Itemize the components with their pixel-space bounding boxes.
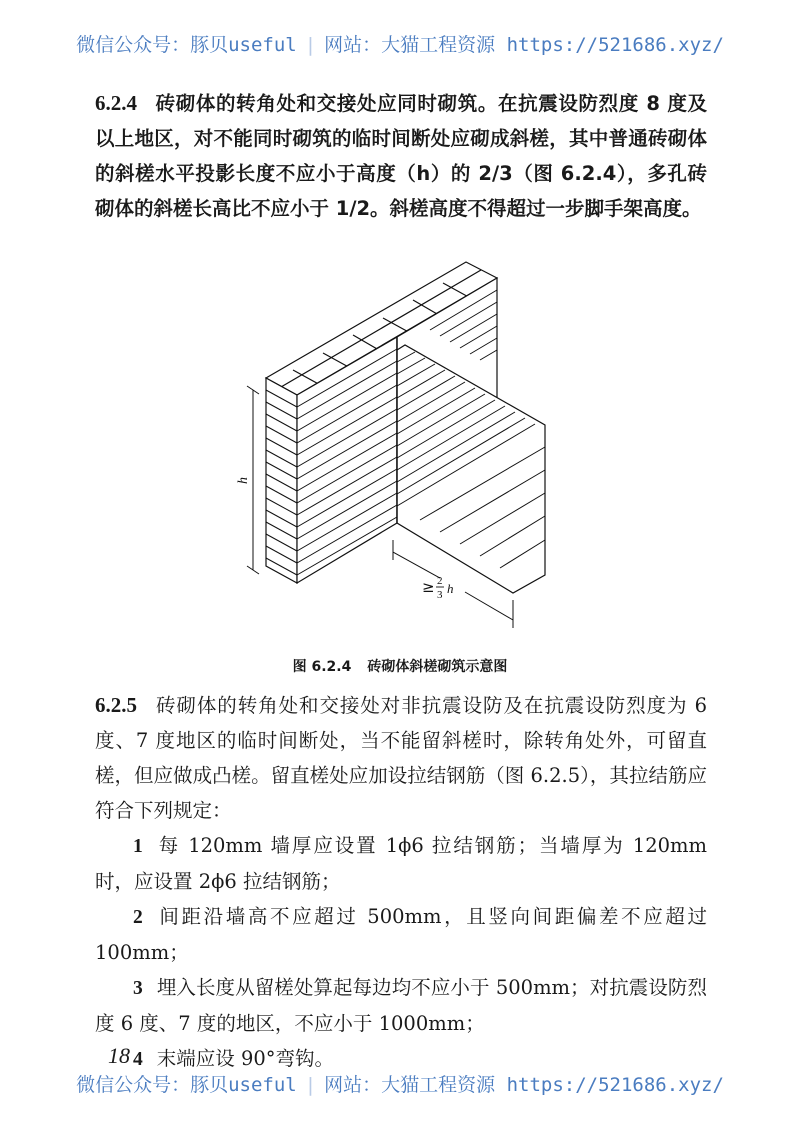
- list-item-text: 末端应设 90°弯钩。: [156, 1047, 335, 1070]
- list-item: [95, 828, 707, 899]
- section-text: 砖砌体的转角处和交接处对非抗震设防及在抗震设防烈度为 6 度、7 度地区的临时间断处，当不能留斜槎时，除转角处外，可留直槎，但应做成凸槎。留直槎处应加设拉结钢筋（图 6.2.5），其拉结筋应符合下列规定：: [95, 694, 707, 822]
- watermark-separator: |: [304, 34, 317, 56]
- list-item-number: 4: [133, 1049, 143, 1070]
- dimension-label-h: h: [236, 477, 251, 484]
- section-number: 6.2.5: [95, 693, 137, 717]
- figure-caption: [0, 656, 800, 676]
- section-text: 砖砌体的转角处和交接处应同时砌筑。在抗震设防烈度 8 度及以上地区，对不能同时砌筑的临时间断处应砌成斜槎，其中普通砖砌体的斜槎水平投影长度不应小于高度（h）的 2/3（图 6.2.4），多孔砖砌体的斜槎长高比不应小于 1/2。斜槎高度不得超过一步脚手架高度。: [95, 92, 707, 220]
- list-item-number: 3: [133, 978, 143, 999]
- section-6-2-4: [95, 86, 707, 226]
- section-6-2-5: [95, 688, 707, 1077]
- list-item-text: 埋入长度从留槎处算起每边均不应小于 500mm；对抗震设防烈度 6 度、7 度的地区，不应小于 1000mm；: [95, 976, 707, 1035]
- watermark-header: [0, 30, 800, 57]
- list-item: [95, 970, 707, 1041]
- watermark-wechat: 微信公众号：豚贝useful: [76, 1074, 297, 1096]
- list-item: [95, 899, 707, 970]
- watermark-footer: [0, 1070, 800, 1097]
- figure-caption-number: 图 6.2.4: [292, 659, 352, 675]
- section-number: 6.2.4: [95, 91, 137, 115]
- brick-slanted-joint-figure: [230, 255, 560, 659]
- page-number: 18: [108, 1043, 130, 1068]
- dimension-label-h2: h: [447, 581, 454, 596]
- list-item-number: 1: [133, 836, 143, 857]
- watermark-separator: |: [304, 1074, 317, 1096]
- list-item-number: 2: [133, 907, 143, 928]
- watermark-site: 网站：大猫工程资源 https://521686.xyz/: [324, 34, 724, 56]
- section-6-2-4-paragraph: [95, 86, 707, 226]
- list-item-text: 间距沿墙高不应超过 500mm，且竖向间距偏差不应超过 100mm；: [95, 905, 707, 964]
- list-item-text: 每 120mm 墙厚应设置 1ϕ6 拉结钢筋；当墙厚为 120mm 时，应设置 2ϕ6 拉结钢筋；: [95, 834, 707, 893]
- dimension-label-num: 2: [437, 575, 443, 587]
- watermark-wechat: 微信公众号：豚贝useful: [76, 34, 297, 56]
- figure-caption-text: 砖砌体斜槎砌筑示意图: [367, 659, 508, 675]
- section-6-2-5-paragraph: [95, 688, 707, 828]
- dimension-label-ge: ≥: [422, 578, 435, 596]
- brick-wall-diagram: [230, 255, 560, 655]
- watermark-site: 网站：大猫工程资源 https://521686.xyz/: [324, 1074, 724, 1096]
- dimension-label-den: 3: [437, 589, 443, 601]
